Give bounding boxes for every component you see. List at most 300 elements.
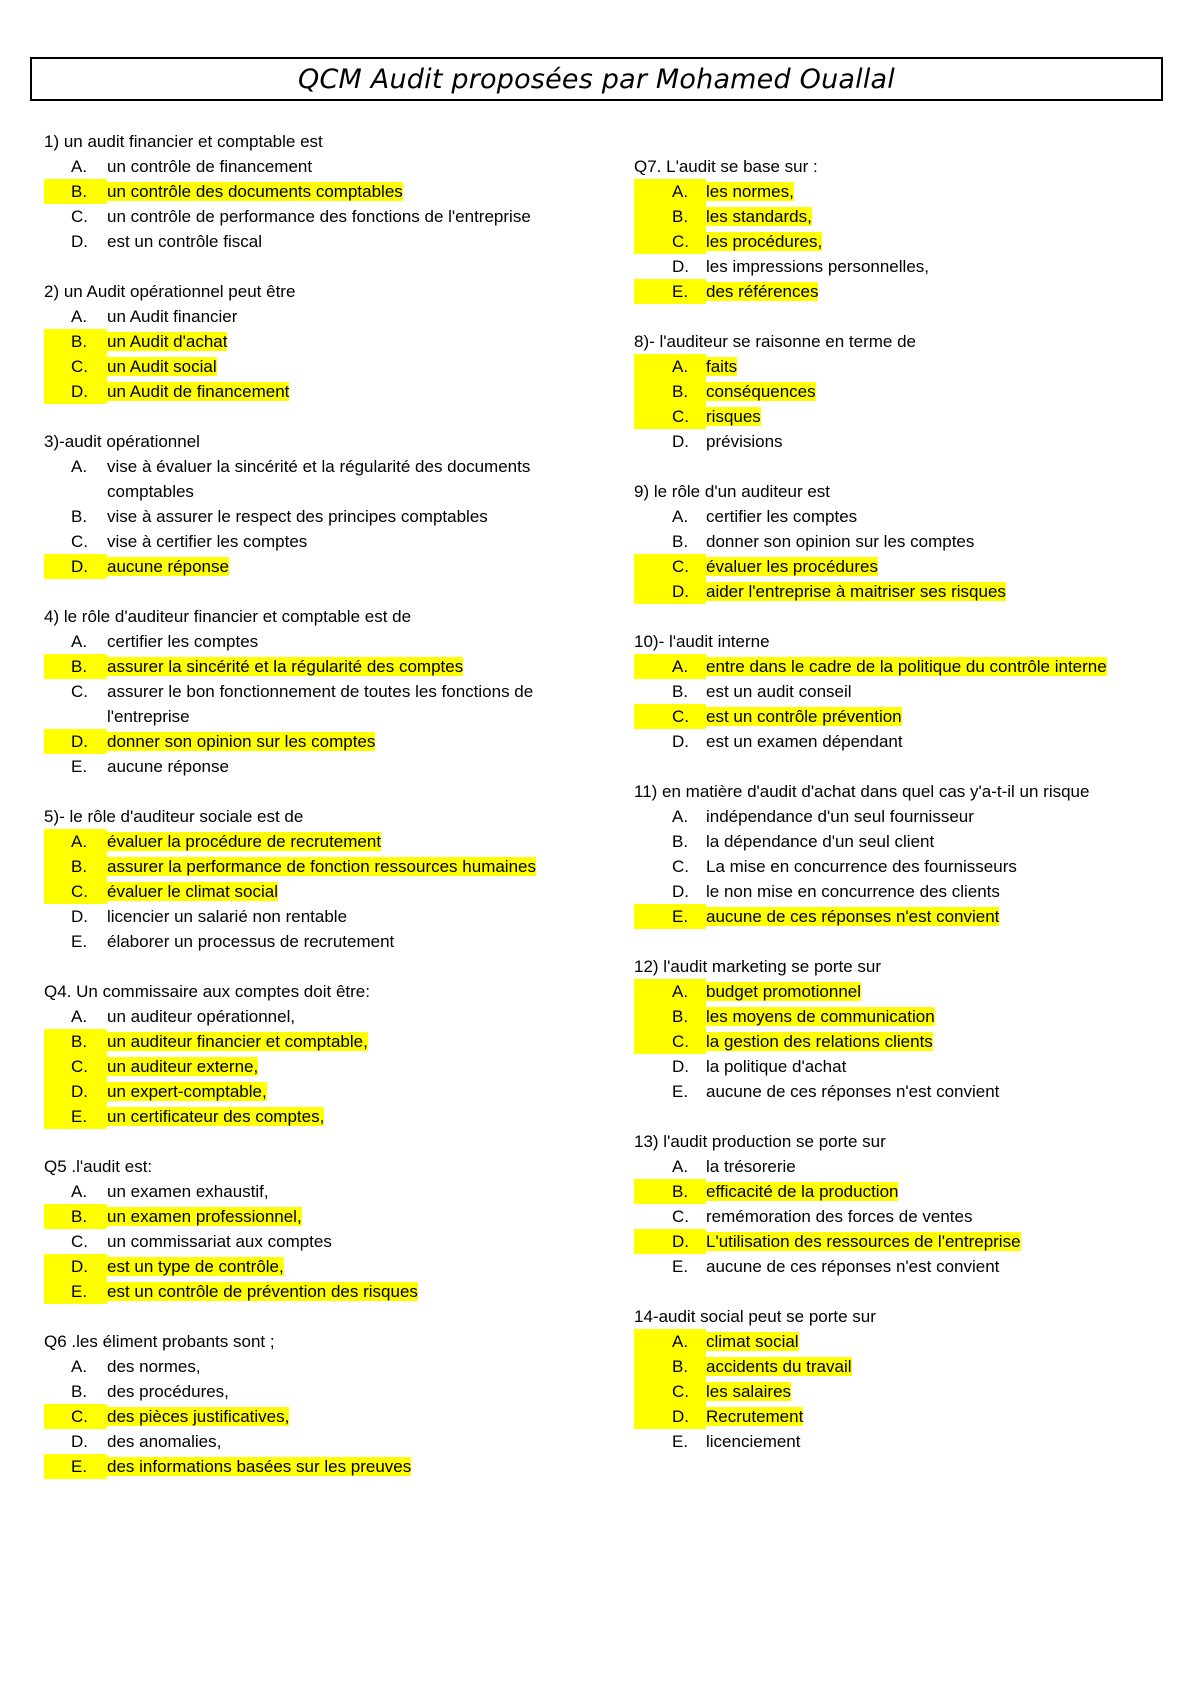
question-title: Q6 .les éliment probants sont ; — [44, 1332, 275, 1351]
answer-option — [634, 1054, 1174, 1079]
option-text-wrap — [107, 1204, 574, 1229]
option-letter: A. — [634, 654, 706, 679]
option-text-wrap — [706, 1429, 1174, 1454]
option-text-wrap — [706, 179, 1174, 204]
option-text-wrap — [706, 1079, 1174, 1104]
question-block — [634, 329, 1174, 454]
option-letter: C. — [71, 207, 88, 226]
option-letter: D. — [71, 907, 88, 926]
option-text-wrap — [107, 1079, 574, 1104]
question-title: Q7. L'audit se base sur : — [634, 157, 818, 176]
option-text: aider l'entreprise à maitriser ses risques — [706, 582, 1006, 601]
option-text: un Audit social — [107, 357, 217, 376]
answer-option — [634, 879, 1174, 904]
option-text: assurer la performance de fonction ressources humaines — [107, 857, 536, 876]
answer-option — [634, 854, 1174, 879]
option-letter: B. — [71, 507, 88, 526]
highlighted-answer-option — [634, 1329, 1174, 1354]
answer-option — [634, 679, 1174, 704]
highlighted-answer-option — [44, 1254, 574, 1279]
answer-option — [634, 504, 1174, 529]
question-block — [44, 129, 574, 254]
option-letter: B. — [44, 654, 107, 679]
question-block — [44, 804, 574, 954]
option-text: des procédures, — [107, 1382, 229, 1401]
option-text-wrap — [706, 504, 1174, 529]
highlighted-answer-option — [634, 979, 1174, 1004]
option-letter: C. — [672, 1207, 689, 1226]
answer-option — [44, 754, 574, 779]
option-text-wrap — [706, 829, 1174, 854]
option-letter: E. — [672, 1432, 689, 1451]
question-block — [634, 954, 1174, 1104]
answer-option — [44, 229, 574, 254]
highlighted-answer-option — [634, 229, 1174, 254]
option-text-wrap — [706, 1329, 1174, 1354]
option-text: un auditeur externe, — [107, 1057, 259, 1076]
left-column — [44, 129, 574, 1504]
option-text-wrap — [706, 379, 1174, 404]
option-text-wrap — [107, 554, 574, 579]
option-letter: B. — [634, 1179, 706, 1204]
option-text-wrap — [107, 1454, 574, 1479]
option-text-wrap — [107, 504, 574, 529]
option-text: aucune de ces réponses n'est convient — [706, 1082, 1000, 1101]
option-text-wrap — [706, 1004, 1174, 1029]
option-text-wrap — [706, 529, 1174, 554]
option-letter: C. — [672, 857, 689, 876]
option-text-wrap — [706, 429, 1174, 454]
option-text: un auditeur financier et comptable, — [107, 1032, 368, 1051]
option-text-wrap — [706, 804, 1174, 829]
option-letter: A. — [71, 1357, 88, 1376]
answer-option — [634, 829, 1174, 854]
option-text-wrap — [706, 354, 1174, 379]
option-text: vise à évaluer la sincérité et la régularité des documents comptables — [107, 457, 531, 501]
option-text: un examen exhaustif, — [107, 1182, 269, 1201]
option-text-wrap — [706, 879, 1174, 904]
option-letter: B. — [44, 1029, 107, 1054]
option-text: évaluer la procédure de recrutement — [107, 832, 382, 851]
question-title: 2) un Audit opérationnel peut être — [44, 282, 296, 301]
highlighted-answer-option — [44, 329, 574, 354]
question-block — [634, 154, 1174, 304]
option-letter: D. — [672, 882, 689, 901]
option-text: aucune réponse — [107, 757, 229, 776]
option-letter: A. — [71, 1007, 88, 1026]
option-text-wrap — [706, 679, 1174, 704]
option-letter: B. — [634, 1004, 706, 1029]
option-letter: B. — [44, 179, 107, 204]
highlighted-answer-option — [634, 1004, 1174, 1029]
option-text-wrap — [107, 629, 574, 654]
question-title: 8)- l'auditeur se raisonne en terme de — [634, 332, 917, 351]
option-text: un examen professionnel, — [107, 1207, 302, 1226]
answer-option — [44, 929, 574, 954]
option-text: entre dans le cadre de la politique du contrôle interne — [706, 657, 1107, 676]
option-letter: A. — [44, 829, 107, 854]
highlighted-answer-option — [634, 279, 1174, 304]
option-text: des références — [706, 282, 819, 301]
highlighted-answer-option — [44, 179, 574, 204]
option-text: un certificateur des comptes, — [107, 1107, 325, 1126]
option-text: les salaires — [706, 1382, 792, 1401]
option-letter: B. — [672, 832, 689, 851]
answer-option — [44, 529, 574, 554]
option-text: est un audit conseil — [706, 682, 852, 701]
option-letter: C. — [634, 229, 706, 254]
option-letter: A. — [672, 507, 689, 526]
option-letter: D. — [672, 432, 689, 451]
option-letter: B. — [634, 204, 706, 229]
highlighted-answer-option — [44, 379, 574, 404]
highlighted-answer-option — [44, 829, 574, 854]
answer-option — [44, 629, 574, 654]
option-letter: B. — [44, 1204, 107, 1229]
highlighted-answer-option — [634, 404, 1174, 429]
question-title: 4) le rôle d'auditeur financier et comptable est de — [44, 607, 412, 626]
question-title: 14-audit social peut se porte sur — [634, 1307, 876, 1326]
highlighted-answer-option — [634, 1379, 1174, 1404]
option-text: efficacité de la production — [706, 1182, 899, 1201]
question-block — [44, 279, 574, 404]
document-title-box — [30, 57, 1163, 101]
option-text: évaluer le climat social — [107, 882, 279, 901]
option-letter: D. — [44, 1079, 107, 1104]
option-text: aucune de ces réponses n'est convient — [706, 907, 1000, 926]
option-text-wrap — [706, 1179, 1174, 1204]
answer-option — [44, 1354, 574, 1379]
question-block — [44, 1154, 574, 1304]
option-text: faits — [706, 357, 738, 376]
option-letter: D. — [672, 1057, 689, 1076]
option-text: conséquences — [706, 382, 816, 401]
option-text: les procédures, — [706, 232, 823, 251]
option-text: donner son opinion sur les comptes — [107, 732, 376, 751]
option-letter: B. — [71, 1382, 88, 1401]
option-text-wrap — [706, 204, 1174, 229]
option-text-wrap — [107, 929, 574, 954]
option-text-wrap — [107, 1429, 574, 1454]
answer-option — [634, 254, 1174, 279]
option-text: licencier un salarié non rentable — [107, 907, 348, 926]
option-text: climat social — [706, 1332, 799, 1351]
option-letter: E. — [634, 904, 706, 929]
question-title: 5)- le rôle d'auditeur sociale est de — [44, 807, 304, 826]
option-text: des normes, — [107, 1357, 201, 1376]
option-text-wrap — [706, 904, 1174, 929]
option-text: la dépendance d'un seul client — [706, 832, 935, 851]
option-letter: D. — [672, 257, 689, 276]
highlighted-answer-option — [44, 1204, 574, 1229]
option-text-wrap — [706, 654, 1174, 679]
option-text: élaborer un processus de recrutement — [107, 932, 395, 951]
option-text: un commissariat aux comptes — [107, 1232, 332, 1251]
option-text-wrap — [107, 1254, 574, 1279]
highlighted-answer-option — [44, 879, 574, 904]
option-letter: C. — [44, 1054, 107, 1079]
option-text-wrap — [706, 1054, 1174, 1079]
document-title: QCM Audit proposées par Mohamed Ouallal — [298, 63, 895, 95]
highlighted-answer-option — [634, 1404, 1174, 1429]
answer-option — [44, 1379, 574, 1404]
option-letter: C. — [634, 1029, 706, 1054]
option-letter: A. — [634, 1329, 706, 1354]
question-block — [634, 629, 1174, 754]
question-block — [634, 779, 1174, 929]
option-text: des pièces justificatives, — [107, 1407, 290, 1426]
answer-option — [634, 1429, 1174, 1454]
option-text: accidents du travail — [706, 1357, 852, 1376]
option-letter: E. — [672, 1257, 689, 1276]
highlighted-answer-option — [634, 1229, 1174, 1254]
highlighted-answer-option — [44, 654, 574, 679]
option-text: prévisions — [706, 432, 783, 451]
option-text: des informations basées sur les preuves — [107, 1457, 412, 1476]
option-letter: D. — [44, 554, 107, 579]
question-block — [44, 429, 574, 579]
option-text-wrap — [107, 829, 574, 854]
option-text: la trésorerie — [706, 1157, 796, 1176]
highlighted-answer-option — [634, 579, 1174, 604]
option-text: des anomalies, — [107, 1432, 222, 1451]
option-text-wrap — [107, 679, 574, 729]
option-letter: C. — [71, 1232, 88, 1251]
question-title: 3)-audit opérationnel — [44, 432, 200, 451]
highlighted-answer-option — [44, 729, 574, 754]
answer-option — [44, 904, 574, 929]
answer-option — [634, 1254, 1174, 1279]
option-letter: D. — [71, 1432, 88, 1451]
option-text-wrap — [107, 529, 574, 554]
option-text-wrap — [107, 1229, 574, 1254]
option-letter: A. — [672, 1157, 689, 1176]
option-letter: B. — [44, 329, 107, 354]
option-text: aucune de ces réponses n'est convient — [706, 1257, 1000, 1276]
option-text: est un contrôle de prévention des risques — [107, 1282, 418, 1301]
option-text: un contrôle des documents comptables — [107, 182, 403, 201]
highlighted-answer-option — [634, 704, 1174, 729]
option-text: un contrôle de performance des fonctions de l'entreprise — [107, 207, 531, 226]
option-text-wrap — [107, 854, 574, 879]
option-text-wrap — [706, 854, 1174, 879]
option-text: assurer la sincérité et la régularité des comptes — [107, 657, 464, 676]
option-text-wrap — [107, 179, 574, 204]
option-text-wrap — [706, 229, 1174, 254]
highlighted-answer-option — [44, 1029, 574, 1054]
answer-option — [634, 1204, 1174, 1229]
option-letter: C. — [44, 879, 107, 904]
option-text: indépendance d'un seul fournisseur — [706, 807, 974, 826]
question-title: 12) l'audit marketing se porte sur — [634, 957, 882, 976]
option-text-wrap — [706, 1254, 1174, 1279]
option-text-wrap — [706, 579, 1174, 604]
option-text: vise à certifier les comptes — [107, 532, 308, 551]
option-text: un Audit financier — [107, 307, 238, 326]
option-text-wrap — [107, 329, 574, 354]
question-title: 1) un audit financier et comptable est — [44, 132, 323, 151]
answer-option — [44, 1004, 574, 1029]
answer-option — [634, 529, 1174, 554]
right-column — [634, 154, 1174, 1479]
answer-option — [44, 204, 574, 229]
option-text: les standards, — [706, 207, 812, 226]
option-letter: E. — [44, 1454, 107, 1479]
option-letter: C. — [634, 554, 706, 579]
highlighted-answer-option — [634, 1179, 1174, 1204]
option-text: donner son opinion sur les comptes — [706, 532, 975, 551]
highlighted-answer-option — [634, 204, 1174, 229]
option-text: est un contrôle prévention — [706, 707, 902, 726]
highlighted-answer-option — [634, 179, 1174, 204]
option-text-wrap — [107, 454, 574, 504]
highlighted-answer-option — [634, 354, 1174, 379]
answer-option — [44, 1179, 574, 1204]
option-letter: A. — [71, 632, 88, 651]
highlighted-answer-option — [44, 854, 574, 879]
answer-option — [634, 804, 1174, 829]
answer-option — [634, 429, 1174, 454]
highlighted-answer-option — [634, 654, 1174, 679]
option-text-wrap — [107, 729, 574, 754]
option-text-wrap — [706, 729, 1174, 754]
option-text: les moyens de communication — [706, 1007, 935, 1026]
option-text-wrap — [706, 704, 1174, 729]
option-letter: C. — [634, 404, 706, 429]
option-text-wrap — [706, 1154, 1174, 1179]
option-text-wrap — [107, 229, 574, 254]
option-text: la gestion des relations clients — [706, 1032, 933, 1051]
question-block — [634, 1129, 1174, 1279]
option-letter: C. — [634, 704, 706, 729]
answer-option — [44, 1229, 574, 1254]
answer-option — [44, 304, 574, 329]
option-letter: B. — [634, 379, 706, 404]
option-text-wrap — [107, 1179, 574, 1204]
option-letter: D. — [44, 729, 107, 754]
option-letter: A. — [672, 807, 689, 826]
option-letter: A. — [634, 979, 706, 1004]
answer-option — [44, 454, 574, 504]
option-text: un contrôle de financement — [107, 157, 313, 176]
option-text-wrap — [107, 204, 574, 229]
option-text: un expert-comptable, — [107, 1082, 267, 1101]
option-letter: D. — [634, 1229, 706, 1254]
option-letter: E. — [634, 279, 706, 304]
option-text-wrap — [706, 979, 1174, 1004]
question-block — [634, 1304, 1174, 1454]
option-letter: C. — [44, 354, 107, 379]
option-letter: A. — [71, 457, 88, 476]
option-letter: A. — [71, 157, 88, 176]
option-letter: E. — [71, 932, 88, 951]
option-letter: C. — [71, 682, 88, 701]
option-text: un Audit d'achat — [107, 332, 228, 351]
highlighted-answer-option — [44, 1404, 574, 1429]
highlighted-answer-option — [44, 1454, 574, 1479]
answer-option — [44, 1429, 574, 1454]
highlighted-answer-option — [44, 554, 574, 579]
option-text: les normes, — [706, 182, 794, 201]
option-text-wrap — [107, 1404, 574, 1429]
option-letter: E. — [71, 757, 88, 776]
option-letter: E. — [44, 1104, 107, 1129]
option-text: est un type de contrôle, — [107, 1257, 284, 1276]
option-letter: D. — [672, 732, 689, 751]
answer-option — [44, 504, 574, 529]
option-letter: C. — [44, 1404, 107, 1429]
option-text: risques — [706, 407, 761, 426]
highlighted-answer-option — [634, 1029, 1174, 1054]
option-text-wrap — [706, 1354, 1174, 1379]
option-letter: A. — [71, 1182, 88, 1201]
option-text: assurer le bon fonctionnement de toutes les fonctions de l'entreprise — [107, 682, 534, 726]
option-text: La mise en concurrence des fournisseurs — [706, 857, 1017, 876]
answer-option — [634, 729, 1174, 754]
highlighted-answer-option — [634, 904, 1174, 929]
option-text: licenciement — [706, 1432, 801, 1451]
question-block — [44, 979, 574, 1129]
option-text-wrap — [107, 379, 574, 404]
option-letter: D. — [44, 379, 107, 404]
highlighted-answer-option — [44, 1054, 574, 1079]
option-text-wrap — [706, 554, 1174, 579]
option-letter: E. — [672, 1082, 689, 1101]
option-text-wrap — [107, 654, 574, 679]
question-title: Q4. Un commissaire aux comptes doit être: — [44, 982, 370, 1001]
option-text-wrap — [107, 304, 574, 329]
option-letter: B. — [672, 682, 689, 701]
option-text: les impressions personnelles, — [706, 257, 929, 276]
answer-option — [44, 679, 574, 729]
option-letter: B. — [672, 532, 689, 551]
option-text-wrap — [706, 1204, 1174, 1229]
option-letter: E. — [44, 1279, 107, 1304]
option-text-wrap — [706, 1229, 1174, 1254]
option-text-wrap — [107, 354, 574, 379]
option-text: Recrutement — [706, 1407, 804, 1426]
option-text-wrap — [107, 1004, 574, 1029]
option-text: aucune réponse — [107, 557, 229, 576]
highlighted-answer-option — [634, 1354, 1174, 1379]
option-letter: A. — [634, 354, 706, 379]
option-text-wrap — [107, 1029, 574, 1054]
option-letter: D. — [44, 1254, 107, 1279]
option-text: vise à assurer le respect des principes comptables — [107, 507, 488, 526]
question-block — [634, 479, 1174, 604]
option-letter: A. — [71, 307, 88, 326]
option-text-wrap — [706, 404, 1174, 429]
option-text: un Audit de financement — [107, 382, 290, 401]
option-text: un auditeur opérationnel, — [107, 1007, 296, 1026]
question-block — [44, 604, 574, 779]
option-text: L'utilisation des ressources de l'entreprise — [706, 1232, 1021, 1251]
highlighted-answer-option — [634, 554, 1174, 579]
option-text: certifier les comptes — [107, 632, 259, 651]
option-text-wrap — [107, 879, 574, 904]
option-text: est un examen dépendant — [706, 732, 903, 751]
question-title: 9) le rôle d'un auditeur est — [634, 482, 831, 501]
option-text-wrap — [107, 154, 574, 179]
option-letter: D. — [71, 232, 88, 251]
option-text-wrap — [107, 1279, 574, 1304]
option-text-wrap — [706, 1029, 1174, 1054]
option-text-wrap — [706, 1379, 1174, 1404]
option-text: est un contrôle fiscal — [107, 232, 262, 251]
question-title: 11) en matière d'audit d'achat dans quel cas y'a-t-il un risque — [634, 782, 1090, 801]
option-text-wrap — [107, 1104, 574, 1129]
option-text: évaluer les procédures — [706, 557, 878, 576]
